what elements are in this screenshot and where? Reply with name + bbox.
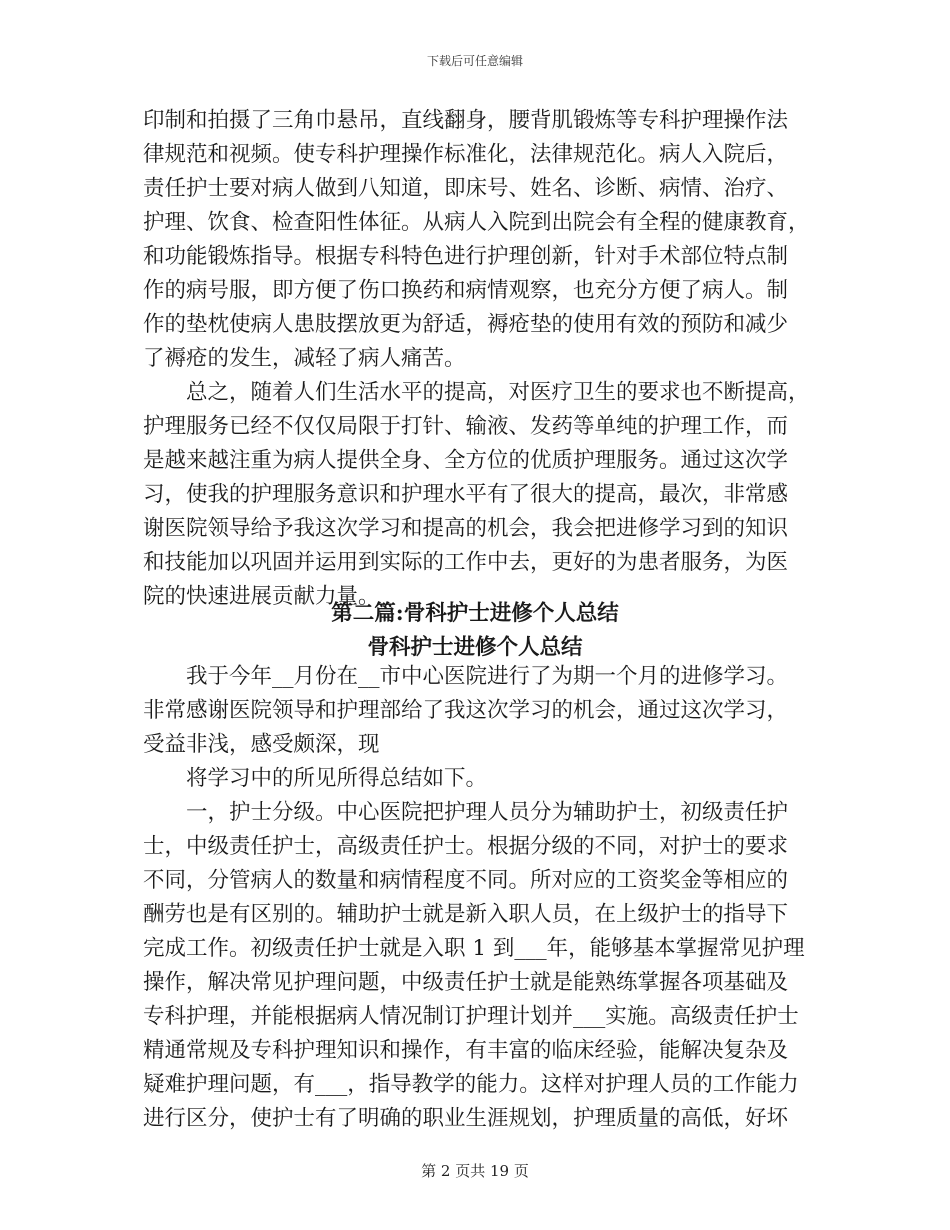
page-footer: 第 2 页共 19 页 xyxy=(421,1162,529,1180)
text-line: 和功能锻炼指导。根据专科特色进行护理创新，针对手术部位特点制 xyxy=(143,244,789,269)
text-line: 护理、饮食、检查阳性体征。从病人入院到出院会有全程的健康教育， xyxy=(143,210,810,235)
text-line: 是越来越注重为病人提供全身、全方位的优质护理服务。通过这次学 xyxy=(143,448,789,473)
text-line: 不同，分管病人的数量和病情程度不同。所对应的工资奖金等相应的 xyxy=(143,868,789,893)
text-line: 受益非浅，感受颇深，现 xyxy=(143,732,380,757)
text-line: 专科护理，并能根据病人情况制订护理计划并___实施。高级责任护士 xyxy=(143,1004,799,1029)
text-line: 一，护士分级。中心医院把护理人员分为辅助护士，初级责任护 xyxy=(143,800,789,825)
text-line: 酬劳也是有区别的。辅助护士就是新入职人员，在上级护士的指导下 xyxy=(143,902,789,927)
text-line: 习，使我的护理服务意识和护理水平有了很大的提高，最次，非常感 xyxy=(143,482,789,507)
text-line: 作的病号服，即方便了伤口换药和病情观察，也充分方便了病人。制 xyxy=(143,278,789,303)
text-line: 进行区分，使护士有了明确的职业生涯规划，护理质量的高低，好坏 xyxy=(143,1106,789,1131)
text-line: 非常感谢医院领导和护理部给了我这次学习的机会，通过这次学习， xyxy=(143,698,789,723)
text-line: 我于今年__月份在__市中心医院进行了为期一个月的进修学习。 xyxy=(143,664,789,689)
text-line: 印制和拍摄了三角巾悬吊，直线翻身，腰背肌锻炼等专科护理操作法 xyxy=(143,108,789,133)
text-line: 总之，随着人们生活水平的提高，对医疗卫生的要求也不断提高， xyxy=(143,380,810,405)
text-line: 律规范和视频。使专科护理操作标准化，法律规范化。病人入院后， xyxy=(143,142,789,167)
text-line: 精通常规及专科护理知识和操作，有丰富的临床经验，能解决复杂及 xyxy=(143,1038,789,1063)
section-title: 第二篇:骨科护士进修个人总结 xyxy=(331,601,619,626)
text-line: 作的垫枕使病人患肢摆放更为舒适，褥疮垫的使用有效的预防和减少 xyxy=(143,312,789,337)
text-line: 疑难护理问题，有___，指导教学的能力。这样对护理人员的工作能力 xyxy=(143,1072,799,1097)
text-line: 了褥疮的发生，减轻了病人痛苦。 xyxy=(143,346,466,371)
text-line: 和技能加以巩固并运用到实际的工作中去，更好的为患者服务，为医 xyxy=(143,550,789,575)
text-line: 操作，解决常见护理问题，中级责任护士就是能熟练掌握各项基础及 xyxy=(143,970,789,995)
text-line: 院的快速进展贡献力量。 xyxy=(143,584,380,609)
text-line: 护理服务已经不仅仅局限于打针、输液、发药等单纯的护理工作，而 xyxy=(143,414,789,439)
text-line: 谢医院领导给予我这次学习和提高的机会，我会把进修学习到的知识 xyxy=(143,516,789,541)
text-line: 完成工作。初级责任护士就是入职 1 到___年，能够基本掌握常见护理 xyxy=(143,936,805,961)
page-header: 下载后可任意编辑 xyxy=(426,54,523,68)
text-line: 士，中级责任护士，高级责任护士。根据分级的不同，对护士的要求 xyxy=(143,834,789,859)
text-line: 责任护士要对病人做到八知道，即床号、姓名、诊断、病情、治疗、 xyxy=(143,176,789,201)
section-subtitle: 骨科护士进修个人总结 xyxy=(367,635,583,660)
text-line: 将学习中的所见所得总结如下。 xyxy=(143,766,488,791)
